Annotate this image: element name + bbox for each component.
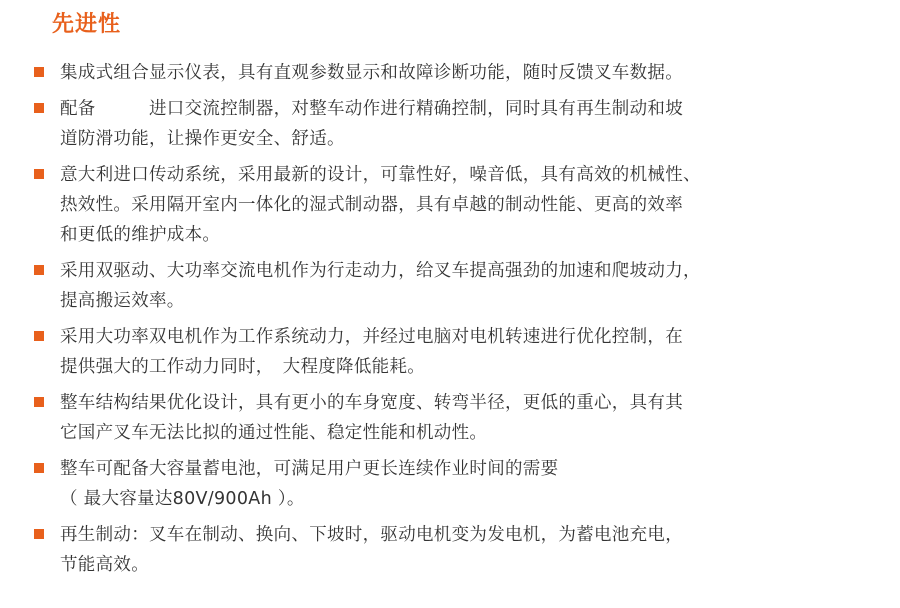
item-text-line: 整车可配备大容量蓄电池，可满足用户更长连续作业时间的需要 bbox=[60, 459, 559, 479]
item-text-line: 整车结构结果优化设计，具有更小的车身宽度、转弯半径，更低的重心，具有其 bbox=[60, 393, 683, 413]
bullet-square-icon bbox=[34, 463, 44, 473]
bullet-square-icon bbox=[34, 397, 44, 407]
list-item bbox=[34, 58, 854, 88]
section-title: 先进性 bbox=[52, 12, 122, 37]
bullet-square-icon bbox=[34, 103, 44, 113]
item-text-line: （ 最大容量达80V/900Ah ）。 bbox=[60, 489, 305, 509]
item-text-line: 和更低的维护成本。 bbox=[60, 225, 221, 245]
list-item bbox=[34, 256, 854, 316]
list-item bbox=[34, 160, 854, 250]
item-text-line: 采用双驱动、大功率交流电机作为行走动力，给叉车提高强劲的加速和爬坡动力， bbox=[60, 261, 701, 281]
item-text-line: 集成式组合显示仪表，具有直观参数显示和故障诊断功能，随时反馈叉车数据。 bbox=[60, 63, 683, 83]
item-text-line: 配备 进口交流控制器，对整车动作进行精确控制，同时具有再生制动和坡 bbox=[60, 99, 683, 119]
bullet-square-icon bbox=[34, 67, 44, 77]
list-item bbox=[34, 388, 854, 448]
bullet-square-icon bbox=[34, 331, 44, 341]
item-text-line: 它国产叉车无法比拟的通过性能、稳定性能和机动性。 bbox=[60, 423, 488, 443]
item-text-line: 再生制动：叉车在制动、换向、下坡时，驱动电机变为发电机，为蓄电池充电， bbox=[60, 525, 683, 545]
list-item bbox=[34, 520, 854, 580]
bullet-square-icon bbox=[34, 265, 44, 275]
list-item bbox=[34, 454, 854, 514]
item-text-line: 采用大功率双电机作为工作系统动力，并经过电脑对电机转速进行优化控制，在 bbox=[60, 327, 683, 347]
feature-list bbox=[34, 58, 854, 586]
list-item bbox=[34, 322, 854, 382]
item-text-line: 道防滑功能，让操作更安全、舒适。 bbox=[60, 129, 345, 149]
item-text-line: 提高搬运效率。 bbox=[60, 291, 185, 311]
bullet-square-icon bbox=[34, 169, 44, 179]
list-item bbox=[34, 94, 854, 154]
bullet-square-icon bbox=[34, 529, 44, 539]
item-text-line: 节能高效。 bbox=[60, 555, 149, 575]
item-text-line: 提供强大的工作动力同时， 大程度降低能耗。 bbox=[60, 357, 426, 377]
item-text-line: 意大利进口传动系统，采用最新的设计，可靠性好，噪音低，具有高效的机械性、 bbox=[60, 165, 701, 185]
item-text-line: 热效性。采用隔开室内一体化的湿式制动器，具有卓越的制动性能、更高的效率 bbox=[60, 195, 683, 215]
